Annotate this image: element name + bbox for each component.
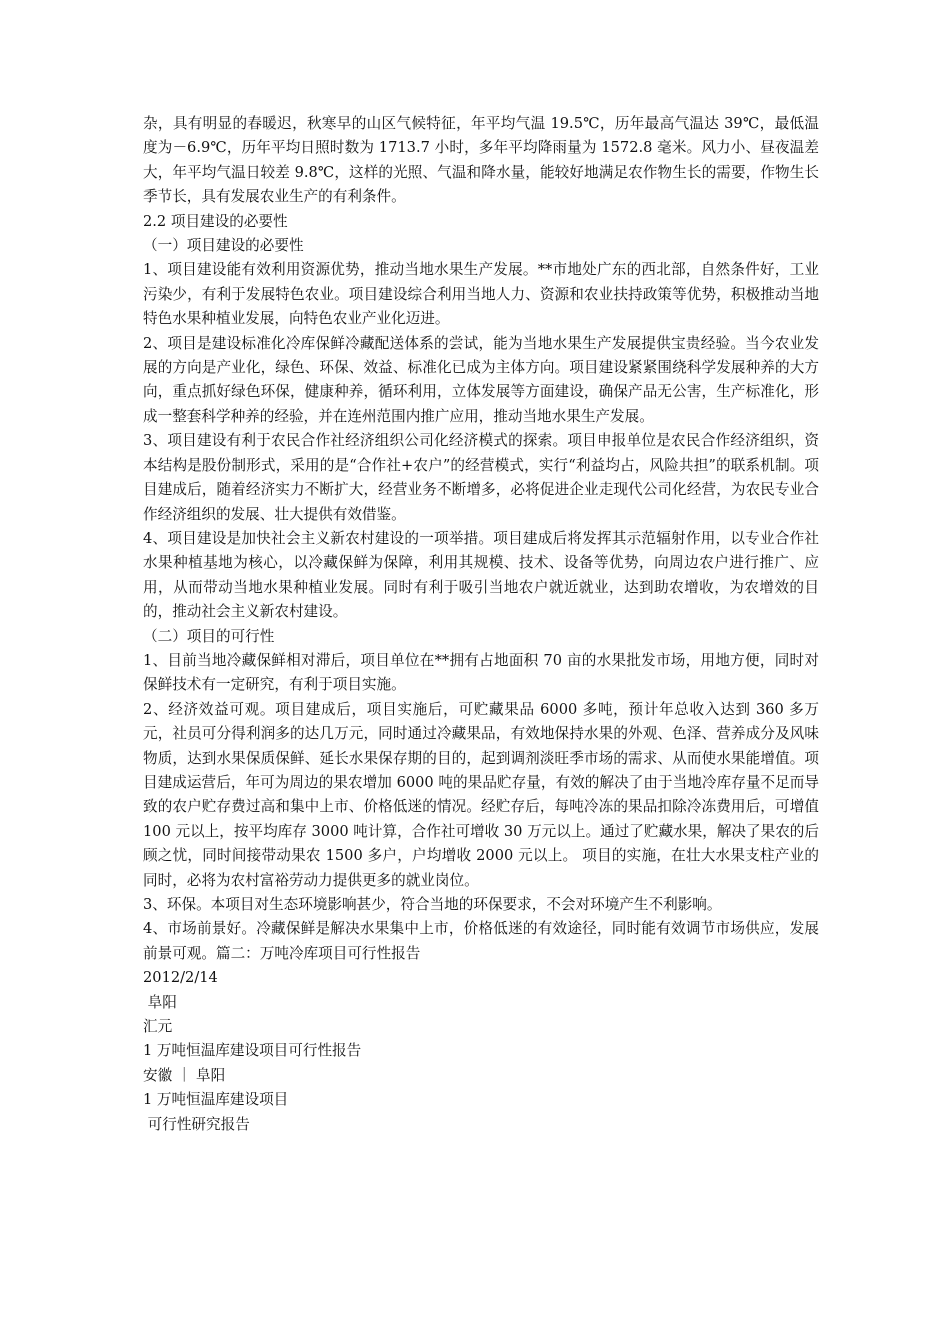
section-heading-2-2: 2.2 项目建设的必要性 bbox=[143, 212, 288, 230]
necessity-item-4: 4、项目建设是加快社会主义新农村建设的一项举措。项目建成后将发挥其示范辐射作用，以专业合作社水果种植基地为核心，以冷藏保鲜为保障，利用其规模、技术、设备等优势，向周边农户进行推广、应用，从而带动当地水果种植业发展。同时有利于吸引当地农户就近就业，达到助农增收，为农增效的目的，推动社会主义新农村建设。 bbox=[143, 529, 819, 621]
study-report-label: 可行性研究报告 bbox=[143, 1115, 250, 1133]
feasibility-item-1: 1、目前当地冷藏保鲜相对滞后，项目单位在**拥有占地面积 70 亩的水果批发市场，用地方便，同时对保鲜技术有一定研究，有利于项目实施。 bbox=[143, 651, 819, 694]
location-fuyang: 阜阳 bbox=[143, 993, 177, 1011]
feasibility-item-4: 4、市场前景好。冷藏保鲜是解决水果集中上市，价格低迷的有效途径，同时能有效调节市场供应，发展前景可观。篇二：万吨冷库项目可行性报告 bbox=[143, 920, 819, 962]
company-huiyuan: 汇元 bbox=[143, 1018, 173, 1036]
necessity-item-3: 3、项目建设有利于农民合作社经济组织公司化经济模式的探索。项目申报单位是农民合作经济组织，资本结构是股份制形式，采用的是“合作社+农户”的经营模式，实行“利益均占，风险共担”的联系机制。项目建成后，随着经济实力不断扩大，经营业务不断增多，必将促进企业走现代公司化经营，为农民专业合作经济组织的发展、壮大提供有效借鉴。 bbox=[143, 432, 819, 523]
document-page bbox=[143, 112, 819, 1137]
subheading-feasibility: （二）项目的可行性 bbox=[143, 627, 275, 645]
necessity-item-2: 2、项目是建设标准化冷库保鲜冷藏配送体系的尝试，能为当地水果生产发展提供宝贵经验。当今农业发展的方向是产业化，绿色、环保、效益、标准化已成为主体方向。项目建设紧紧围绕科学发展种养的大方向，重点抓好绿色环保，健康种养，循环利用，立体发展等方面建设，确保产品无公害，生产标准化，形成一整套科学种养的经验，并在连州范围内推广应用，推动当地水果生产发展。 bbox=[143, 334, 819, 425]
feasibility-item-3: 3、环保。本项目对生态环境影响甚少，符合当地的环保要求，不会对环境产生不利影响。 bbox=[143, 896, 722, 913]
report-title: 1 万吨恒温库建设项目可行性报告 bbox=[143, 1042, 362, 1060]
feasibility-item-2: 2、经济效益可观。项目建成后，项目实施后，可贮藏果品 6000 多吨，预计年总收入达到 360 多万元，社员可分得利润多的达几万元，同时通过冷藏果品，有效地保持水果的外观、色泽、营养成分及风味物质，达到水果保质保鲜、延长水果保存期的目的，起到调剂淡旺季市场的需求、从而使水果能增值。项目建成运营后，年可为周边的果农增加 6000 吨的果品贮存量，有效的解决了由于当地冷库存量不足而导致的农户贮存费过高和集中上市、价格低迷的情况。经贮存后，每吨冷冻的果品扣除冷冻费用后，可增值 100 元以上，按平均库存 3000 吨计算，合作社可增收 30 万元以上。通过了贮藏水果，解决了果农的后顾之忧，同时间接带动果农 1500 多户，户均增收 2000 元以上。 项目的实施，在壮大水果支柱产业的同时，必将为农村富裕劳动力提供更多的就业岗位。 bbox=[143, 700, 819, 889]
necessity-item-1: 1、项目建设能有效利用资源优势，推动当地水果生产发展。**市地处广东的西北部，自然条件好，工业污染少，有利于发展特色农业。项目建设综合利用当地人力、资源和农业扶持政策等优势，积极推动当地特色水果种植业发展，向特色农业产业化迈进。 bbox=[143, 261, 819, 328]
climate-paragraph: 杂，具有明显的春暖迟，秋寒早的山区气候特征，年平均气温 19.5℃，历年最高气温达 39℃，最低温度为－6.9℃，历年平均日照时数为 1713.7 小时，多年平均降雨量为 1572.8 毫米。风力小、昼夜温差大，年平均气温日较差 9.8℃，这样的光照、气温和降水量，能较好地满足农作物生长的需要，作物生长季节长，具有发展农业生产的有利条件。 bbox=[143, 115, 819, 206]
location-anhui-fuyang: 安徽 ｜ 阜阳 bbox=[143, 1066, 226, 1084]
subheading-necessity: （一）项目建设的必要性 bbox=[143, 237, 304, 255]
report-date: 2012/2/14 bbox=[143, 969, 218, 987]
project-name: 1 万吨恒温库建设项目 bbox=[143, 1091, 289, 1109]
